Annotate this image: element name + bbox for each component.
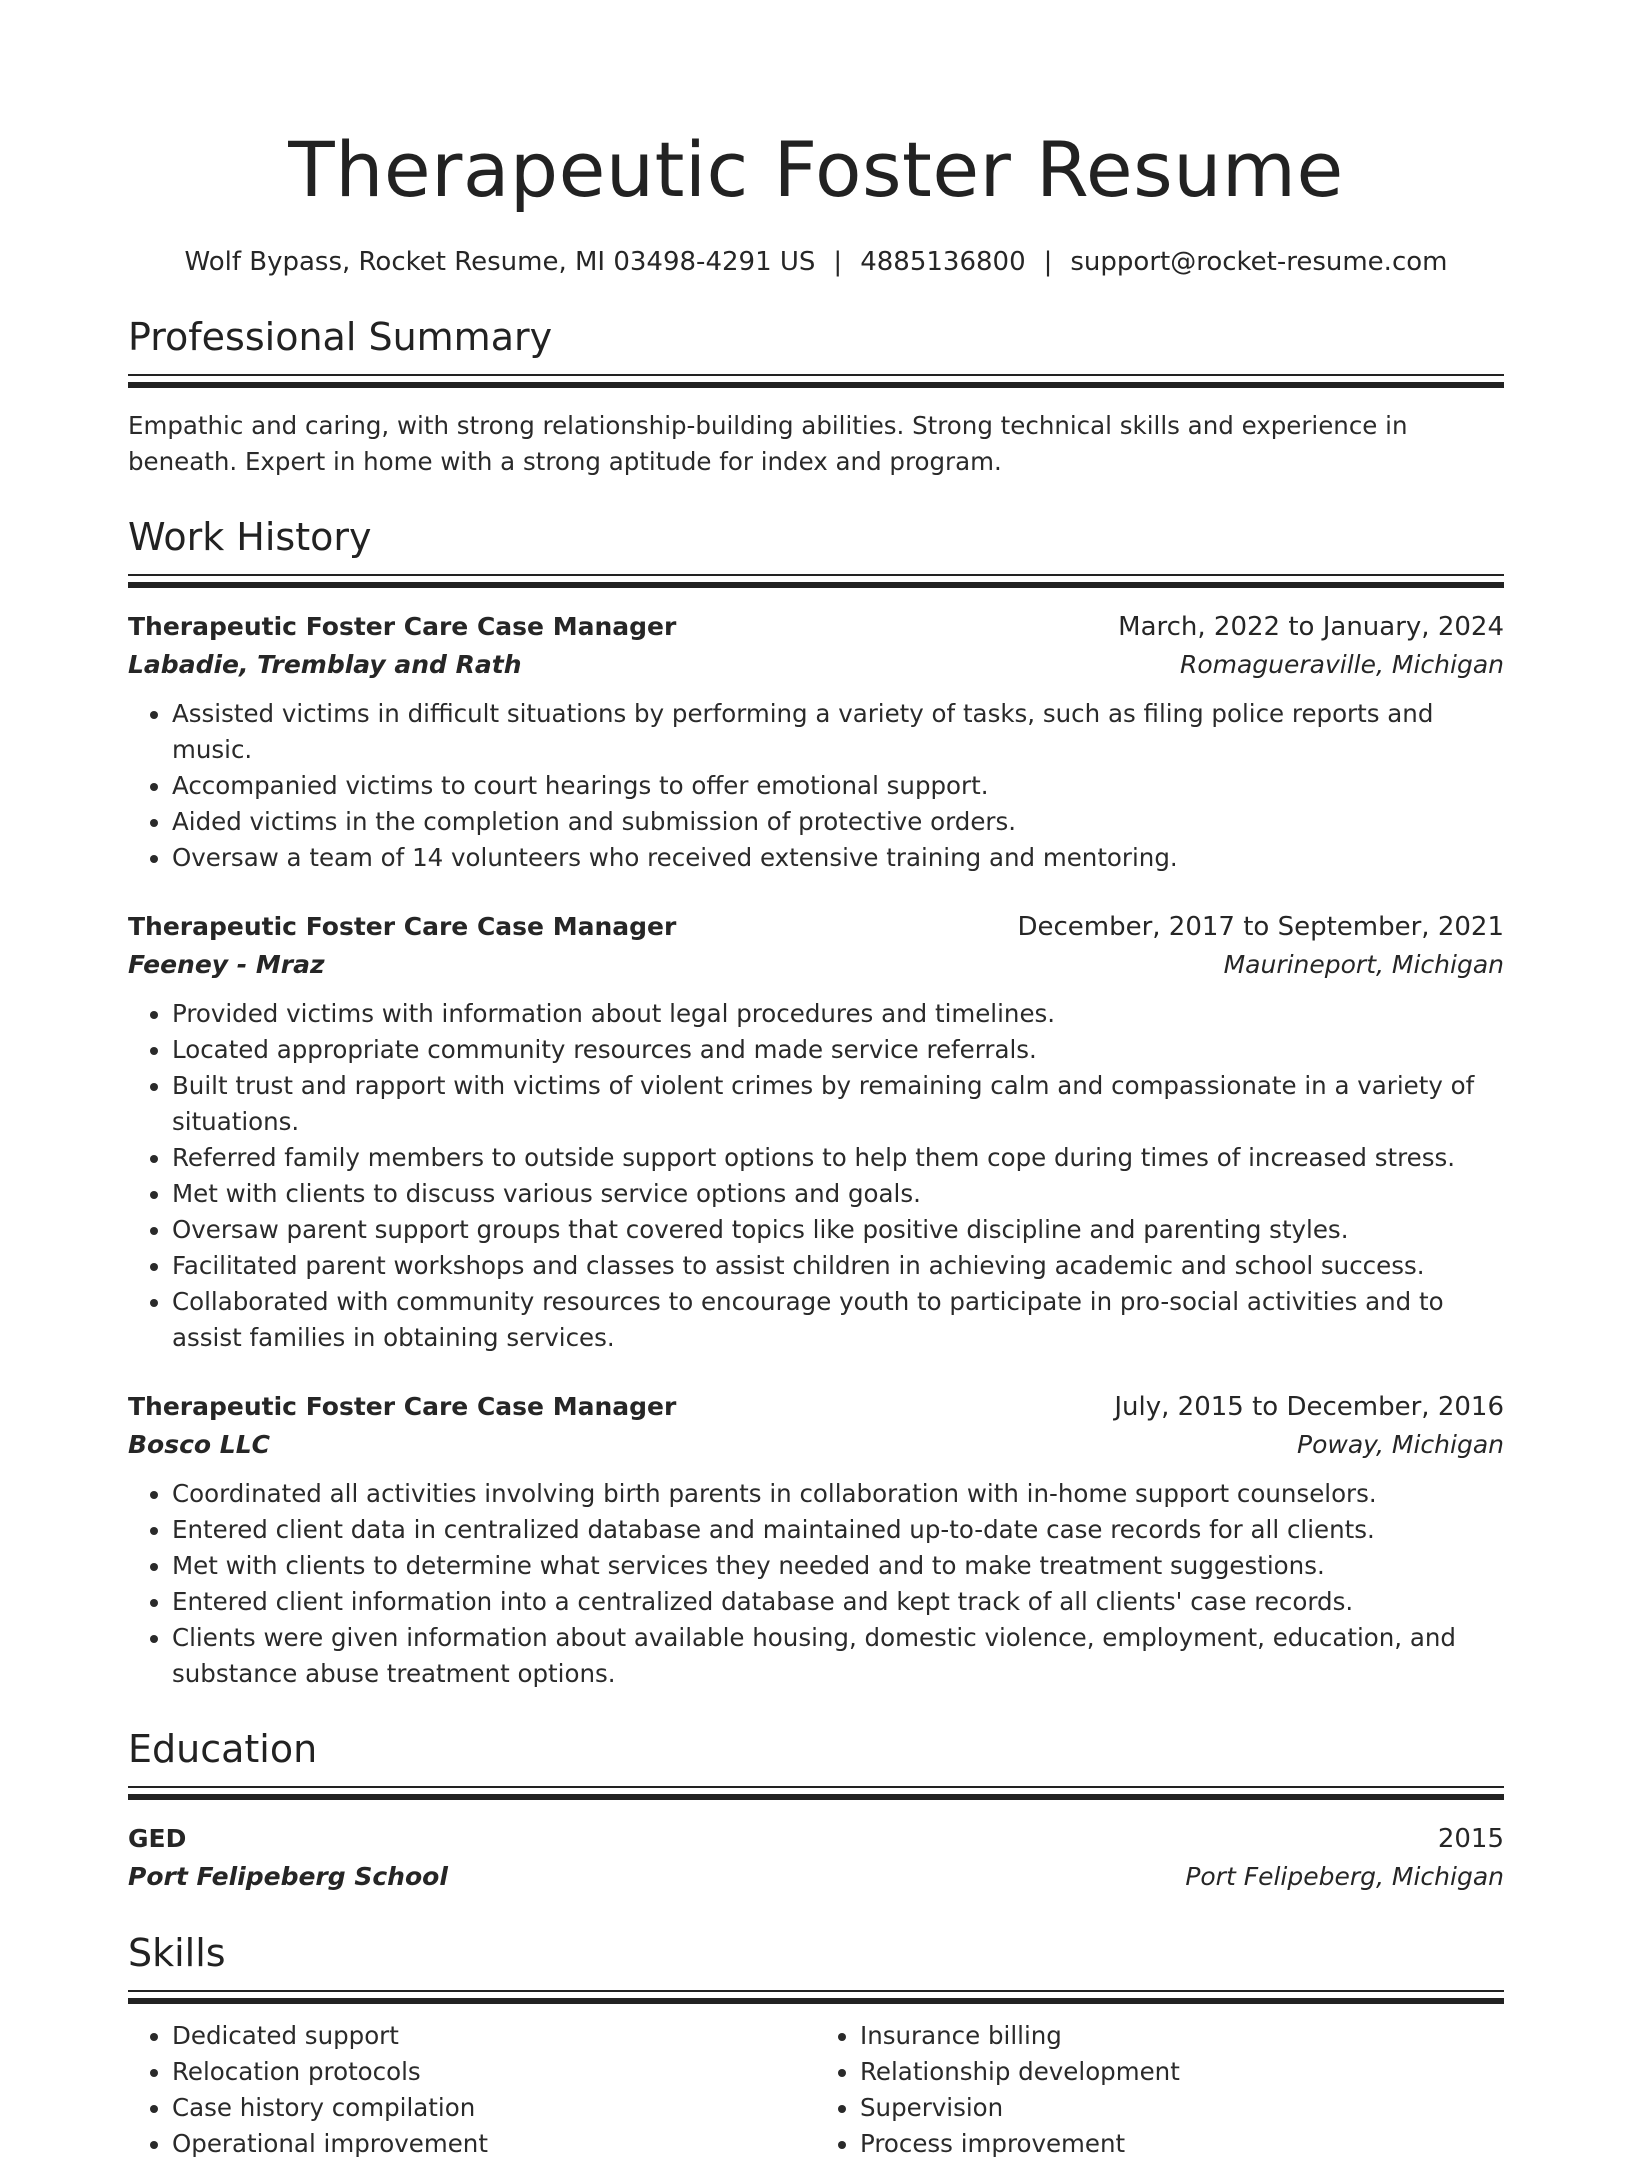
education-school: Port Felipeberg School (128, 1862, 448, 1891)
contact-separator: | (1043, 247, 1053, 277)
skill-item: • Case history compilation (172, 2090, 816, 2126)
job-bullet: • Located appropriate community resources and made service referrals. (172, 1032, 1504, 1068)
job-bullet: • Clients were given information about available housing, domestic violence, employment, education, and substance abuse treatment options. (172, 1620, 1504, 1692)
job-bullet: • Coordinated all activities involving birth parents in collaboration with in-home support counselors. (172, 1476, 1504, 1512)
job-bullet: • Built trust and rapport with victims of violent crimes by remaining calm and compassionate in a variety of situations. (172, 1068, 1504, 1140)
job-bullet: • Oversaw a team of 14 volunteers who received extensive training and mentoring. (172, 840, 1504, 876)
job-location: Poway, Michigan (1297, 1430, 1504, 1459)
education-section (128, 1724, 1504, 1896)
job-bullet: • Facilitated parent workshops and classes to assist children in achieving academic and school success. (172, 1248, 1504, 1284)
skills-heading: Skills (128, 1931, 226, 1975)
job-company: Bosco LLC (128, 1430, 271, 1459)
summary-section (128, 312, 1504, 480)
section-divider (128, 374, 1504, 388)
job-location: Maurineport, Michigan (1223, 950, 1504, 979)
job-title: Therapeutic Foster Care Case Manager (128, 912, 677, 941)
job-bullet: • Met with clients to discuss various service options and goals. (172, 1176, 1504, 1212)
job-dates: March, 2022 to January, 2024 (1118, 612, 1504, 642)
job-entry (128, 1388, 1504, 1692)
skill-item: • Operational improvement (172, 2126, 816, 2162)
job-bullets (128, 996, 1504, 1356)
job-bullet: • Entered client information into a centralized database and kept track of all clients' case records. (172, 1584, 1504, 1620)
job-bullets (128, 1476, 1504, 1692)
job-bullet: • Oversaw parent support groups that covered topics like positive discipline and parenting styles. (172, 1212, 1504, 1248)
summary-text: Empathic and caring, with strong relationship-building abilities. Strong technical skills and experience in beneath. Expert in home with a strong aptitude for index and program. (128, 411, 1408, 476)
contact-email: support@rocket-resume.com (1070, 247, 1448, 277)
section-divider (128, 1990, 1504, 2004)
education-location: Port Felipeberg, Michigan (1185, 1862, 1504, 1891)
skills-column-right (816, 2018, 1504, 2162)
job-title: Therapeutic Foster Care Case Manager (128, 1392, 677, 1421)
job-bullet: • Met with clients to determine what services they needed and to make treatment suggestions. (172, 1548, 1504, 1584)
section-divider (128, 574, 1504, 588)
skill-item: • Insurance billing (860, 2018, 1504, 2054)
job-title: Therapeutic Foster Care Case Manager (128, 612, 677, 641)
section-divider (128, 1786, 1504, 1800)
job-bullet: • Referred family members to outside support options to help them cope during times of increased stress. (172, 1140, 1504, 1176)
job-entry (128, 608, 1504, 876)
skill-item: • Dedicated support (172, 2018, 816, 2054)
skills-section (128, 1928, 1504, 2162)
skill-item: • Supervision (860, 2090, 1504, 2126)
work-history-heading: Work History (128, 515, 372, 559)
job-bullet: • Aided victims in the completion and submission of protective orders. (172, 804, 1504, 840)
job-bullet: • Accompanied victims to court hearings to offer emotional support. (172, 768, 1504, 804)
job-location: Romagueraville, Michigan (1179, 650, 1504, 679)
education-heading: Education (128, 1727, 318, 1771)
job-entry (128, 908, 1504, 1356)
job-bullets (128, 696, 1504, 876)
job-bullet: • Entered client data in centralized database and maintained up-to-date case records for all clients. (172, 1512, 1504, 1548)
job-dates: July, 2015 to December, 2016 (1114, 1392, 1504, 1422)
work-history-section (128, 512, 1504, 1692)
skill-item: • Relationship development (860, 2054, 1504, 2090)
education-degree: GED (128, 1824, 187, 1853)
contact-separator: | (833, 247, 843, 277)
education-year: 2015 (1437, 1824, 1504, 1854)
job-bullet: • Provided victims with information about legal procedures and timelines. (172, 996, 1504, 1032)
job-dates: December, 2017 to September, 2021 (1017, 912, 1504, 942)
skill-item: • Process improvement (860, 2126, 1504, 2162)
contact-address: Wolf Bypass, Rocket Resume, MI 03498-4291 US (184, 247, 816, 277)
summary-heading: Professional Summary (128, 315, 553, 359)
job-company: Labadie, Tremblay and Rath (128, 650, 522, 679)
job-company: Feeney - Mraz (128, 950, 325, 979)
contact-phone: 4885136800 (860, 247, 1026, 277)
resume-title: Therapeutic Foster Resume (288, 125, 1344, 214)
education-entry (128, 1820, 1504, 1896)
skills-list (128, 2018, 1504, 2162)
skills-column-left (128, 2018, 816, 2162)
job-bullet: • Assisted victims in difficult situations by performing a variety of tasks, such as filing police reports and music. (172, 696, 1504, 768)
job-bullet: • Collaborated with community resources to encourage youth to participate in pro-social activities and to assist families in obtaining services. (172, 1284, 1504, 1356)
skill-item: • Relocation protocols (172, 2054, 816, 2090)
contact-line (128, 244, 1504, 280)
